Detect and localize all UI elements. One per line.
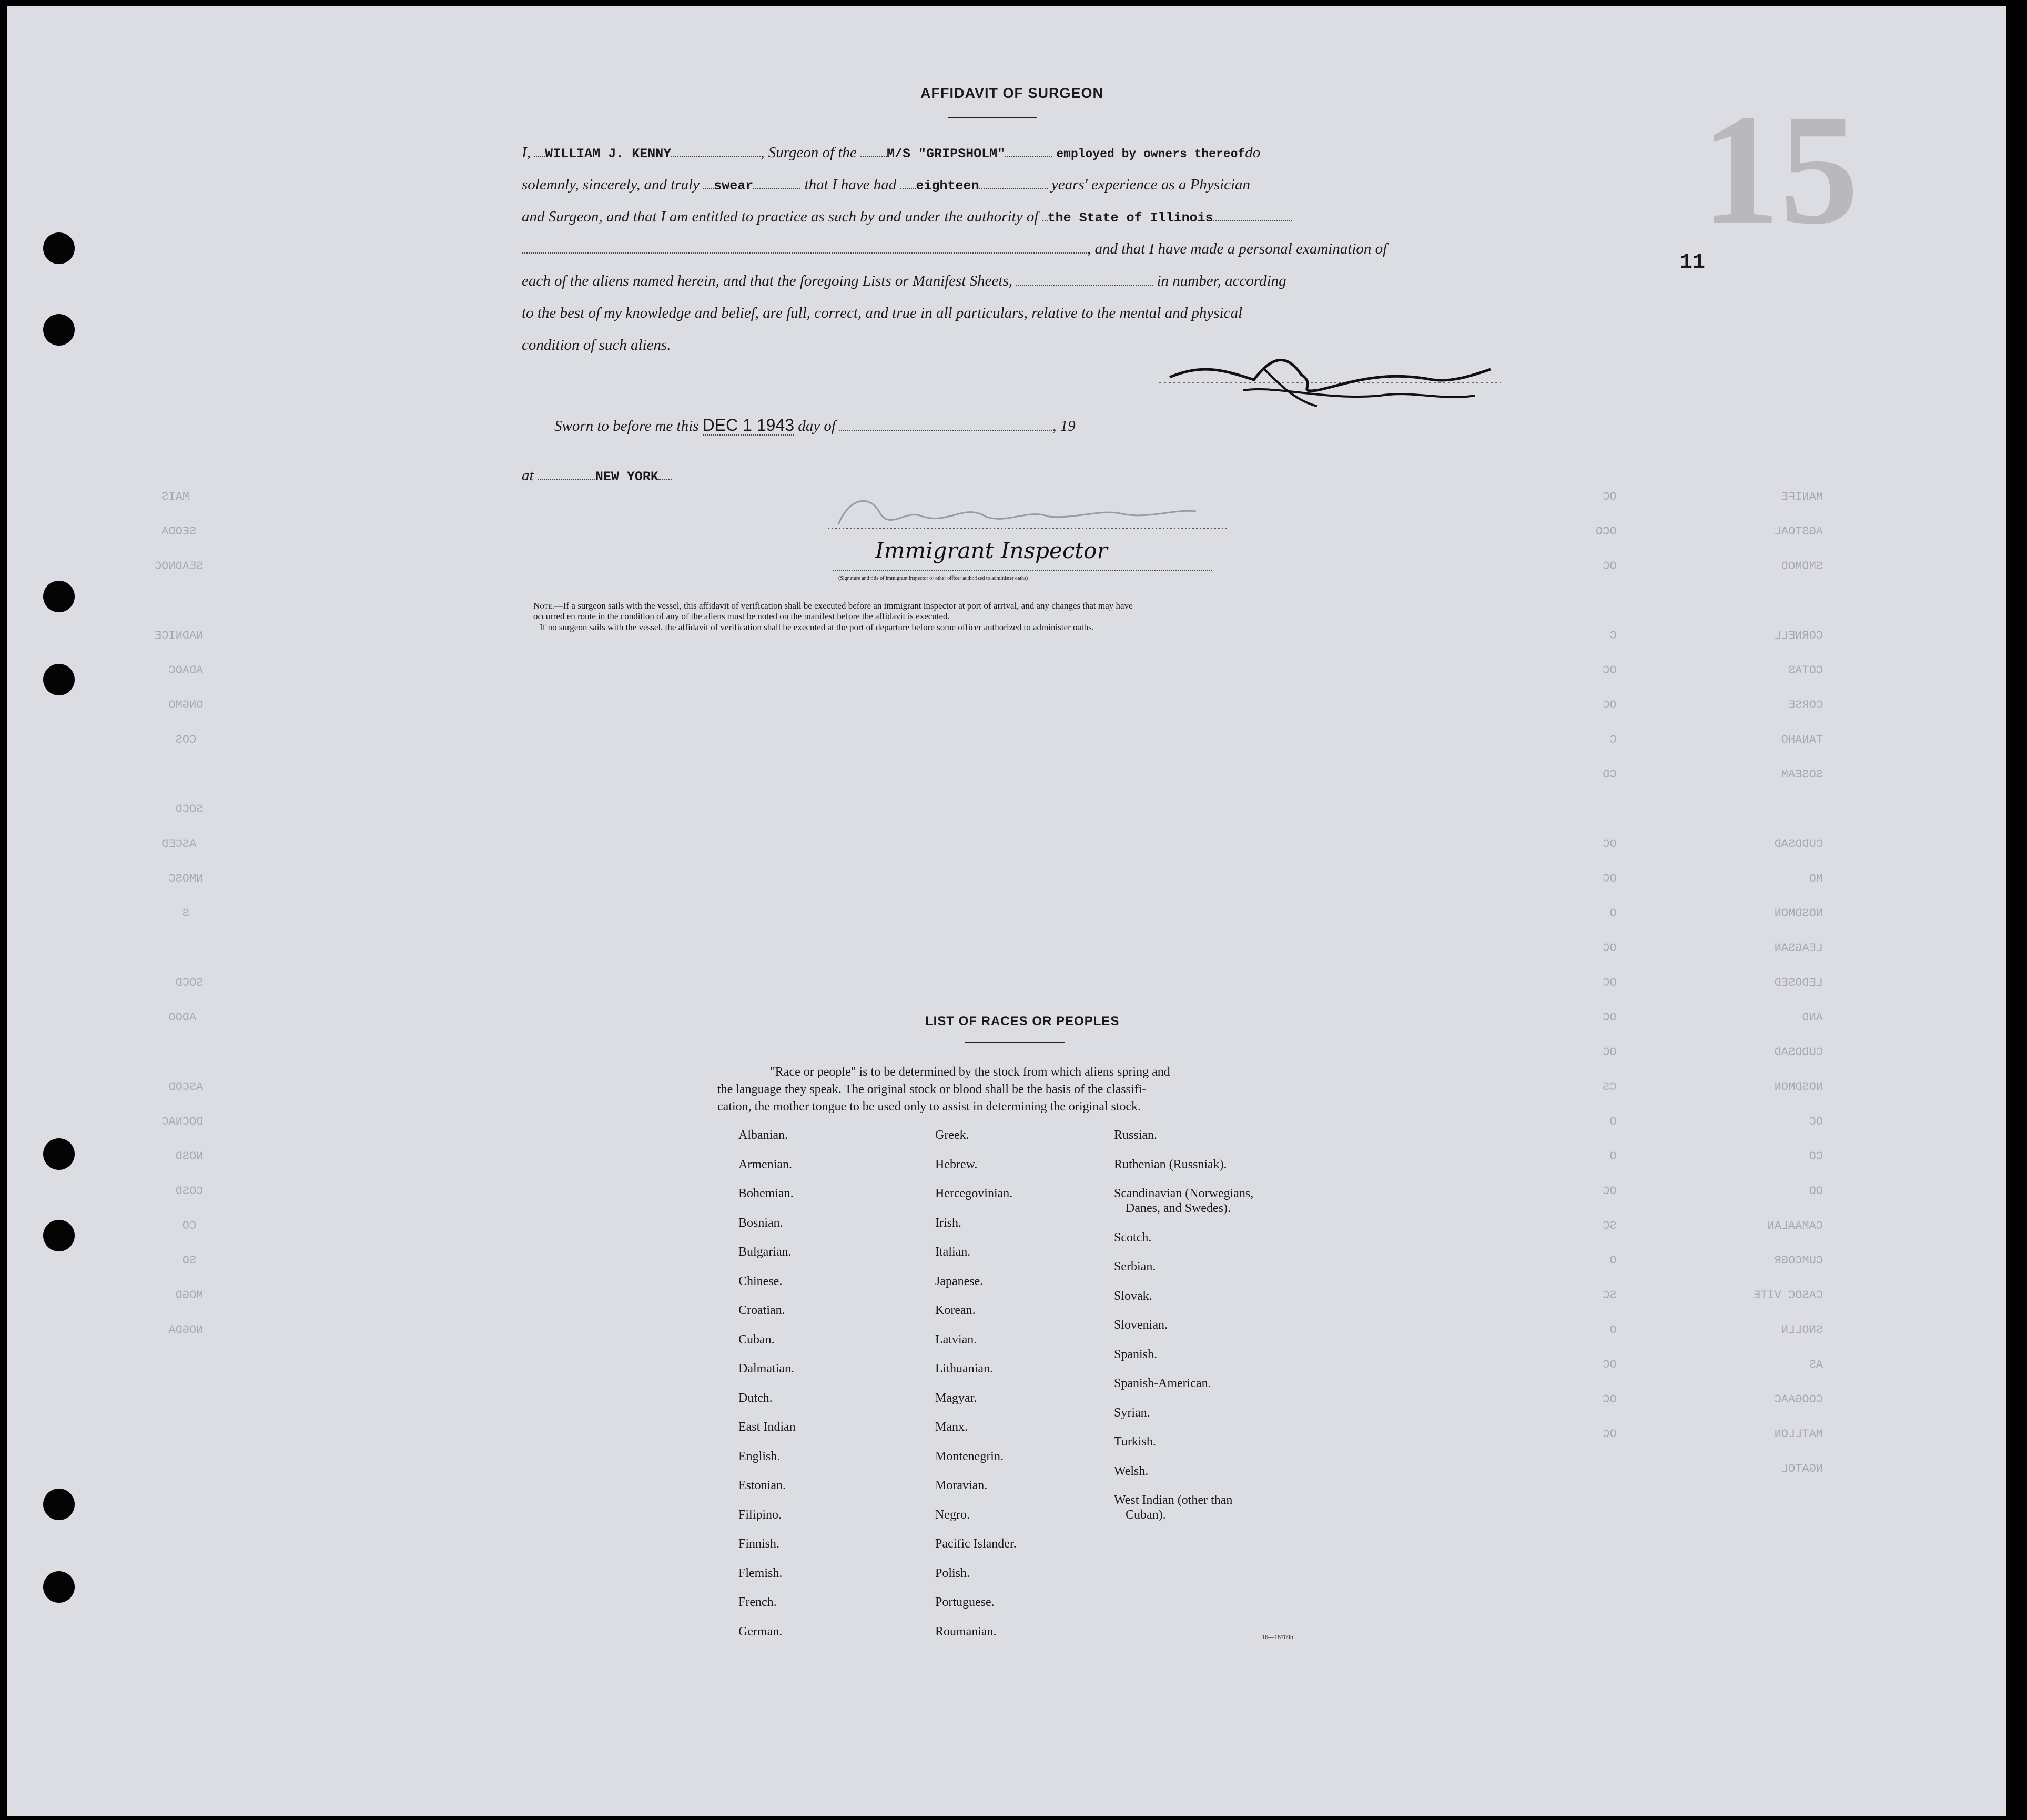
race-item: Albanian. (738, 1128, 788, 1142)
race-item: Pacific Islander. (935, 1537, 1017, 1551)
race-item: Russian. (1114, 1128, 1158, 1142)
race-item: Hercegovinian. (935, 1187, 1013, 1200)
race-item: Montenegrin. (935, 1449, 1004, 1463)
punch-hole (43, 581, 75, 612)
blank-line (522, 241, 1087, 254)
race-item: West Indian (other than (1114, 1493, 1233, 1507)
blank-line (538, 468, 595, 480)
race-item: Syrian. (1114, 1406, 1150, 1420)
line-text: that I have had (804, 176, 897, 193)
punch-hole (43, 314, 75, 346)
races-title: LIST OF RACES OR PEOPLES (925, 1014, 1120, 1028)
race-item: Slovenian. (1114, 1318, 1168, 1332)
race-item: Polish. (935, 1566, 970, 1580)
race-item: Estonian. (738, 1479, 786, 1492)
race-item: Scandinavian (Norwegians, (1114, 1187, 1254, 1200)
race-item: Scotch. (1114, 1230, 1152, 1245)
race-item: Turkish. (1114, 1435, 1156, 1449)
affidavit-line-1 (522, 144, 1260, 161)
affidavit-line-5 (522, 272, 1286, 290)
race-item: Cuban). (1126, 1508, 1166, 1522)
inspector-title: Immigrant Inspector (875, 538, 1108, 563)
line-text: each of the aliens named herein, and that the foregoing Lists or Manifest Sheets, (522, 272, 1012, 289)
race-item: Bulgarian. (738, 1245, 792, 1259)
line-text: , and that I have made a personal examination of (1087, 240, 1387, 257)
blank-line (534, 145, 545, 157)
race-item: Cuban. (738, 1332, 775, 1347)
blank-line (1016, 273, 1153, 286)
page-number: 11 (1680, 251, 1706, 275)
race-item: Welsh. (1114, 1464, 1149, 1478)
race-item: Hebrew. (935, 1157, 978, 1171)
race-item: Japanese. (935, 1274, 984, 1288)
race-item: Roumanian. (935, 1624, 997, 1639)
intro-line: the language they speak. The original stock or blood shall be the basis of the classifi- (717, 1083, 1147, 1096)
race-item: Bohemian. (738, 1187, 794, 1200)
document-page (7, 6, 2006, 1816)
line-text: day of (798, 418, 836, 434)
blank-line (753, 177, 800, 189)
affidavit-line-7: condition of such aliens. (522, 337, 671, 353)
race-item: Danes, and Swedes). (1126, 1201, 1231, 1215)
blank-line (1213, 209, 1292, 221)
line-prefix: I, (522, 144, 531, 161)
race-item: Armenian. (738, 1157, 792, 1171)
signature-line (833, 570, 1212, 571)
punch-hole (43, 1489, 75, 1520)
race-item: Dutch. (738, 1391, 773, 1405)
years-experience: eighteen (916, 178, 979, 194)
note-line (533, 601, 1133, 611)
bleed-through-column: OC OCO OC C OC OC C CD OC OC O OC OC OC OC CS O O OC SC O SC O OC OC OC (1596, 490, 1617, 1441)
race-item: Negro. (935, 1508, 970, 1522)
place-city: NEW YORK (595, 469, 658, 484)
race-item: East Indian (738, 1420, 796, 1434)
line-text: Sworn to before me this (554, 418, 699, 434)
race-item: Filipino. (738, 1508, 782, 1522)
note-label: Note. (533, 601, 554, 611)
blank-line (658, 468, 672, 480)
line-text: do (1245, 144, 1261, 161)
punch-hole (43, 1571, 75, 1603)
race-item: Spanish-American. (1114, 1377, 1211, 1390)
surgeon-signature (1159, 353, 1501, 422)
punch-hole (43, 1138, 75, 1170)
note-line: If no surgeon sails with the vessel, the affidavit of verification shall be executed at the port of departure before some officer authorized to administer oaths. (540, 622, 1094, 632)
race-item: German. (738, 1624, 783, 1639)
race-item: Serbian. (1114, 1260, 1156, 1273)
surgeon-name: WILLIAM J. KENNY (545, 146, 672, 161)
race-item: Italian. (935, 1245, 971, 1259)
race-item: Flemish. (738, 1566, 783, 1580)
bleed-through-column: MAIS SEODA SEADNOC NADNICE ADAOC ONGMO COS SOCD ASCED NMOSC S SOCD ADOO ASCOD DOCNAC NOSD COSD CO SO MOGD NOGDA (155, 490, 204, 1337)
race-item: Magyar. (935, 1391, 977, 1405)
place-line (522, 467, 672, 484)
blank-line (1042, 209, 1048, 221)
line-text: in number, according (1157, 272, 1286, 289)
note-text: —If a surgeon sails with the vessel, this affidavit of verification shall be executed before an immigrant inspector at port of arrival, and any changes that may have (554, 601, 1133, 611)
race-item: Irish. (935, 1216, 961, 1230)
blank-line (703, 177, 714, 189)
races-title-underline (965, 1042, 1065, 1043)
races-intro (717, 1064, 1170, 1116)
punch-hole (43, 664, 75, 695)
race-item: Chinese. (738, 1274, 783, 1288)
form-code: 16—18709b (1262, 1633, 1293, 1641)
race-item: Korean. (935, 1303, 976, 1317)
blank-line (671, 145, 761, 157)
oath-word: swear (714, 178, 754, 194)
race-item: Moravian. (935, 1479, 988, 1492)
line-text: years' experience as a Physician (1051, 176, 1251, 193)
affidavit-line-4 (522, 240, 1387, 258)
punch-hole (43, 232, 75, 264)
intro-line: "Race or people" is to be determined by the stock from which aliens spring and (770, 1065, 1170, 1079)
vessel-name: M/S "GRIPSHOLM" (887, 146, 1006, 161)
race-item: Spanish. (1114, 1347, 1158, 1361)
line-text: , 19 (1052, 418, 1076, 434)
licensing-authority: the State of Illinois (1047, 210, 1213, 226)
line-text: , Surgeon of the (761, 144, 857, 161)
sworn-line (554, 416, 1076, 435)
intro-line: cation, the mother tongue to be used only to assist in determining the original stock. (717, 1100, 1141, 1114)
blank-line (979, 177, 1048, 189)
note-line: occurred en route in the condition of any of the aliens must be noted on the manifest before the affidavit is executed. (533, 611, 950, 622)
race-item: English. (738, 1449, 781, 1463)
race-item: Lithuanian. (935, 1362, 993, 1376)
blank-line (839, 418, 1052, 431)
race-item: Slovak. (1114, 1289, 1152, 1303)
race-item: Dalmatian. (738, 1362, 794, 1376)
blank-line (1005, 145, 1052, 157)
race-item: Croatian. (738, 1303, 785, 1317)
blank-line (900, 177, 916, 189)
race-item: Portuguese. (935, 1595, 995, 1609)
affidavit-line-2 (522, 176, 1250, 194)
line-text: at (522, 467, 534, 484)
blank-line (860, 145, 887, 157)
employed-by: employed by owners thereof (1056, 147, 1245, 161)
stamped-number-mark: 15 (1701, 82, 1859, 257)
race-item: Finnish. (738, 1537, 780, 1551)
bleed-through-column: MANIFE AGSTOAL SMDMOD CORNELL COTAS CORSE TANAHO SOSEAM CUDDSAD MO NOSDMON LEAGSAN LEDOSED AND CUDDSAD NOSDMON OC CO OO CAMAALAN CUMCOGR CASOC VITE SNOLLN AS COOGAAC MATLLON NGATOL (1754, 490, 1823, 1475)
line-text: and Surgeon, and that I am entitled to practice as such by and under the authority of (522, 208, 1039, 225)
date-stamp: DEC 1 1943 (702, 416, 794, 434)
affidavit-title: AFFIDAVIT OF SURGEON (920, 85, 1103, 101)
race-item: Bosnian. (738, 1216, 783, 1230)
race-item: Ruthenian (Russniak). (1114, 1157, 1227, 1171)
affidavit-line-3 (522, 208, 1292, 226)
signature-caption: (Signature and title of immigrant inspector or other officer authorized to administer oaths) (838, 575, 1028, 581)
line-text: solemnly, sincerely, and truly (522, 176, 700, 193)
affidavit-line-6: to the best of my knowledge and belief, are full, correct, and true in all particulars, relative to the mental and physical (522, 305, 1243, 321)
race-item: Latvian. (935, 1332, 977, 1347)
race-item: French. (738, 1595, 777, 1609)
race-item: Manx. (935, 1420, 968, 1434)
race-item: Greek. (935, 1128, 969, 1142)
title-underline (948, 117, 1037, 118)
punch-hole (43, 1220, 75, 1251)
note-block (533, 601, 1133, 633)
